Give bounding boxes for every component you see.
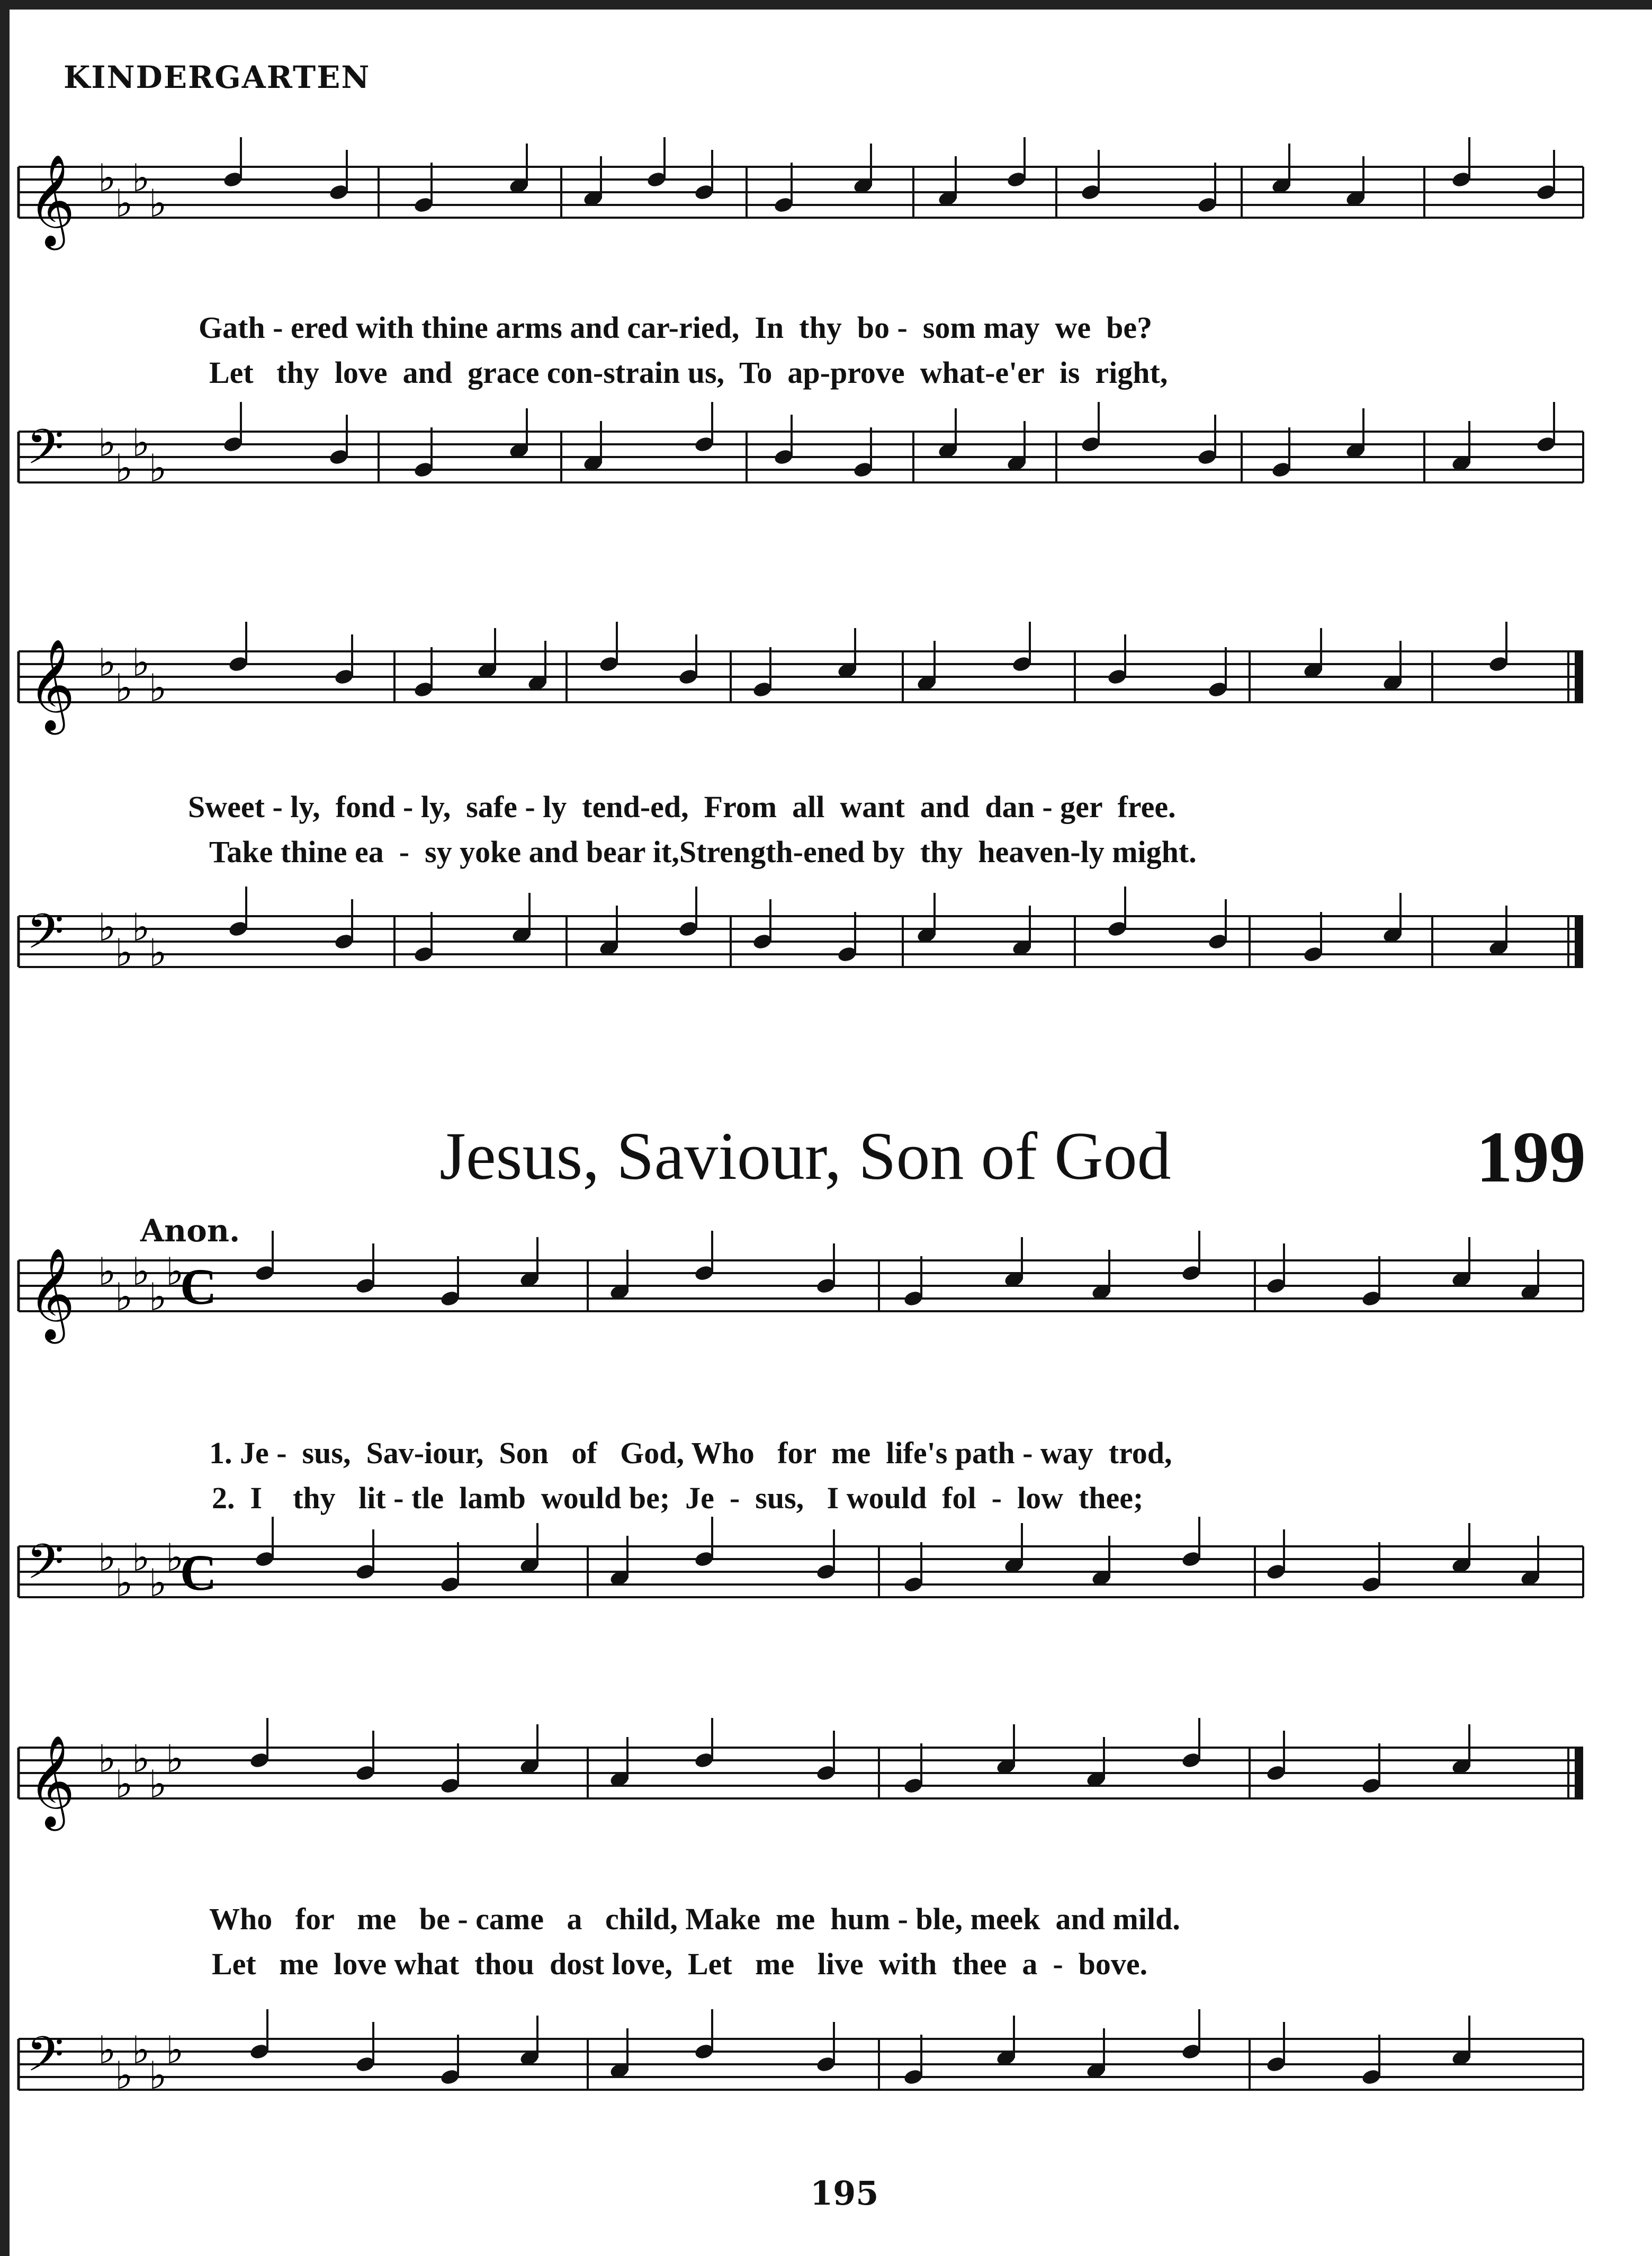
flat-sign-icon: ♭ — [98, 1249, 116, 1294]
flat-sign-icon: ♭ — [132, 420, 150, 465]
final-barline-thick — [1575, 651, 1583, 702]
flat-sign-icon: ♭ — [132, 905, 150, 950]
flat-sign-icon: ♭ — [115, 1275, 133, 1319]
lyric-s1-v2: Let thy love and grace con-strain us, To ap-prove what-e'er is right, — [209, 355, 1168, 390]
flat-sign-icon: ♭ — [98, 905, 116, 950]
flat-sign-icon: ♭ — [166, 1535, 184, 1580]
flat-sign-icon: ♭ — [115, 446, 133, 490]
final-barline-thick — [1575, 1748, 1583, 1798]
flat-sign-icon: ♭ — [98, 640, 116, 685]
flat-sign-icon: ♭ — [98, 2028, 116, 2072]
common-time-icon: C — [180, 1258, 217, 1315]
treble-clef-icon: 𝄞 — [28, 1248, 75, 1340]
flat-sign-icon: ♭ — [166, 1736, 184, 1781]
bass-clef-icon: 𝄢 — [26, 419, 64, 487]
lyric-s1-v1: Gath - ered with thine arms and car-ried, In thy bo - som may we be? — [199, 310, 1153, 345]
flat-sign-icon: ♭ — [166, 2028, 184, 2072]
lyric-s2-v1: Sweet - ly, fond - ly, safe - ly tend-ed, From all want and dan - ger free. — [188, 790, 1176, 824]
common-time-icon: C — [180, 1544, 217, 1601]
treble-clef-icon: 𝄞 — [28, 154, 75, 246]
flat-sign-icon: ♭ — [98, 156, 116, 200]
flat-sign-icon: ♭ — [115, 666, 133, 710]
lyric-s2-v2: Take thine ea - sy yoke and bear it,Strength-ened by thy heaven-ly might. — [209, 835, 1197, 869]
hymn-title: Jesus, Saviour, Son of God — [439, 1118, 1171, 1194]
flat-sign-icon: ♭ — [149, 666, 167, 710]
flat-sign-icon: ♭ — [132, 156, 150, 200]
flat-sign-icon: ♭ — [98, 420, 116, 465]
flat-sign-icon: ♭ — [149, 446, 167, 490]
section-label: KINDERGARTEN — [64, 59, 371, 95]
flat-sign-icon: ♭ — [166, 1249, 184, 1294]
hymn-author: Anon. — [140, 1213, 240, 1249]
final-barline-thick — [1575, 916, 1583, 967]
flat-sign-icon: ♭ — [149, 1762, 167, 1806]
flat-sign-icon: ♭ — [132, 1249, 150, 1294]
flat-sign-icon: ♭ — [149, 1275, 167, 1319]
lyric-s3-v1: 1. Je - sus, Sav-iour, Son of God, Who for me life's path - way trod, — [209, 1436, 1172, 1470]
flat-sign-icon: ♭ — [98, 1736, 116, 1781]
flat-sign-icon: ♭ — [149, 2053, 167, 2098]
page-number: 195 — [810, 2174, 879, 2213]
bass-clef-icon: 𝄢 — [26, 2026, 64, 2094]
lyric-s3-v2: 2. I thy lit - tle lamb would be; Je - sus, I would fol - low thee; — [212, 1481, 1144, 1515]
flat-sign-icon: ♭ — [132, 1736, 150, 1781]
flat-sign-icon: ♭ — [115, 930, 133, 975]
treble-clef-icon: 𝄞 — [28, 639, 75, 731]
bass-clef-icon: 𝄢 — [26, 1534, 64, 1601]
flat-sign-icon: ♭ — [115, 181, 133, 226]
hymn-number: 199 — [1476, 1116, 1586, 1197]
flat-sign-icon: ♭ — [149, 1561, 167, 1605]
lyric-s4-v1: Who for me be - came a child, Make me hum - ble, meek and mild. — [209, 1902, 1180, 1936]
lyric-s4-v2: Let me love what thou dost love, Let me live with thee a - bove. — [212, 1947, 1148, 1981]
flat-sign-icon: ♭ — [98, 1535, 116, 1580]
flat-sign-icon: ♭ — [132, 2028, 150, 2072]
flat-sign-icon: ♭ — [132, 1535, 150, 1580]
flat-sign-icon: ♭ — [115, 2053, 133, 2098]
bass-clef-icon: 𝄢 — [26, 903, 64, 971]
flat-sign-icon: ♭ — [132, 640, 150, 685]
flat-sign-icon: ♭ — [115, 1561, 133, 1605]
treble-clef-icon: 𝄞 — [28, 1735, 75, 1827]
flat-sign-icon: ♭ — [149, 930, 167, 975]
flat-sign-icon: ♭ — [149, 181, 167, 226]
flat-sign-icon: ♭ — [115, 1762, 133, 1806]
